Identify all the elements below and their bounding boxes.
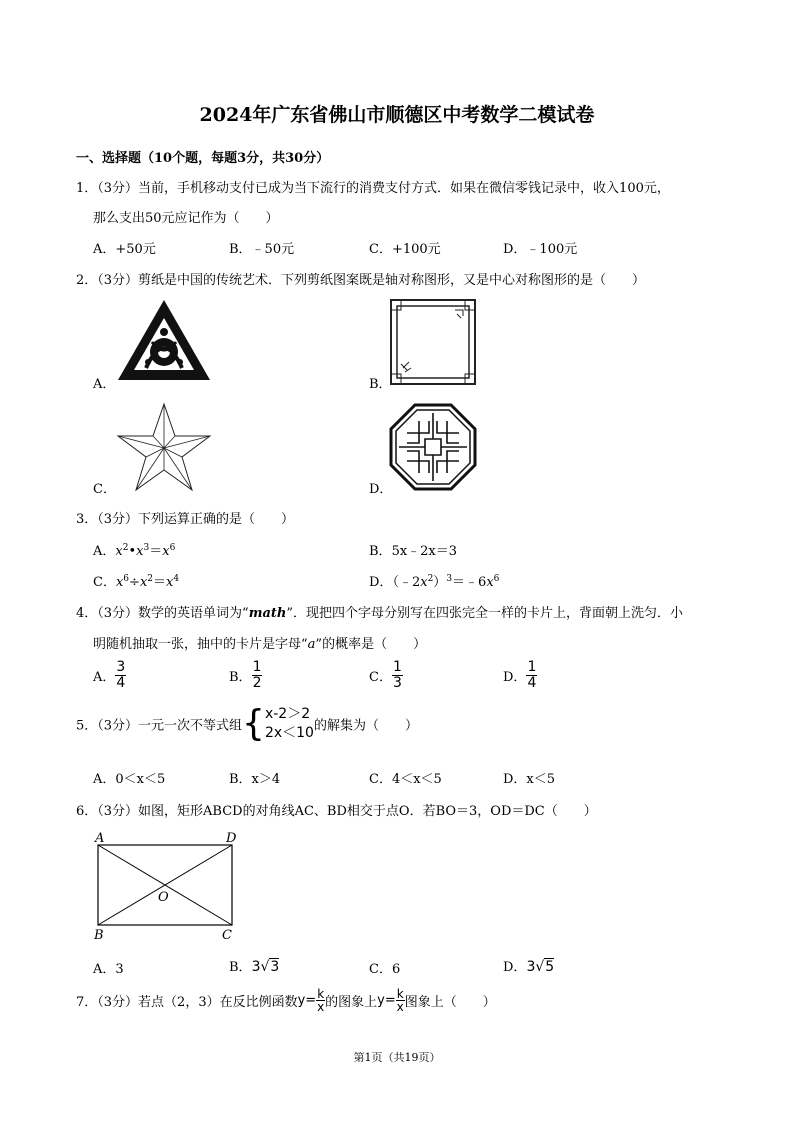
q5-option-a: A．0＜x＜5 — [93, 772, 166, 787]
q2-label-c: C． — [93, 482, 116, 497]
q6-option-a: A．3 — [93, 962, 124, 977]
figure-label-o: O — [158, 890, 169, 905]
q1-option-c: C．+100元 — [369, 242, 441, 257]
page-footer: 第1页（共19页） — [353, 1051, 441, 1064]
q5-option-c: C．4＜x＜5 — [369, 772, 442, 787]
q2-label-d: D． — [369, 482, 393, 497]
page-title: 2024年广东省佛山市顺德区中考数学二模试卷 — [199, 104, 595, 126]
q3-line1: 3．（3分）下列运算正确的是（ ） — [76, 512, 295, 527]
figure-label-c: C — [222, 928, 232, 943]
q4-line2: 明随机抽取一张，抽中的卡片是字母“a”的概率是（ ） — [93, 637, 427, 652]
q4-option-c: C． $\frac{1}{3}$ — [369, 659, 402, 691]
rectangle-abcd-figure — [90, 828, 240, 944]
q4-line1: 4．（3分）数学的英语单词为“math”．现把四个字母分别写在四张完全一样的卡片上，背面朝上洗匀．小 — [76, 606, 683, 621]
q2-label-b: B． — [369, 377, 392, 392]
q6-option-b: B．3√3 — [229, 959, 280, 975]
papercut-octagon-lattice-image — [389, 403, 477, 491]
q5-option-d: D．x＜5 — [503, 772, 556, 787]
figure-label-d: D — [226, 831, 237, 846]
figure-label-a: A — [95, 831, 105, 846]
q3-option-d: D．$(﹣2x^2)^3=﹣6x^6$ — [369, 574, 500, 590]
section-heading: 一、选择题（10个题，每题3分，共30分） — [76, 151, 330, 166]
papercut-star-image — [116, 402, 212, 492]
q2-label-a: A． — [93, 377, 116, 392]
q2-line1: 2．（3分）剪纸是中国的传统艺术．下列剪纸图案既是轴对称图形，又是中心对称图形的是（ ） — [76, 273, 646, 288]
papercut-square-frame-image — [389, 298, 477, 386]
q1-option-b: B．﹣50元 — [229, 242, 295, 257]
q4-option-d: D． $\frac{1}{4}$ — [503, 659, 537, 691]
figure-label-b: B — [94, 928, 104, 943]
q5-option-b: B．x＞4 — [229, 772, 281, 787]
q1-option-a: A．+50元 — [93, 242, 156, 257]
q1-line2: 那么支出50元应记作为（ ） — [93, 211, 279, 226]
papercut-triangle-image — [116, 298, 212, 382]
q1-option-d: D．﹣100元 — [503, 242, 578, 257]
q6-option-c: C．6 — [369, 962, 401, 977]
q4-option-a: A． $\frac{3}{4}$ — [93, 659, 126, 691]
q1-line1: 1．（3分）当前，手机移动支付已成为当下流行的消费支付方式．如果在微信零钱记录中，收入100元， — [76, 181, 670, 196]
q7-line1: 7．（3分）若点（2，3）在反比例函数y= $\frac{k}{x}$ 的图象上y= $\frac{k}{x}$ 图象上（ ） — [76, 987, 496, 1014]
q6-option-d: D．3√5 — [503, 959, 555, 975]
q3-option-a: A．$x^2•x^3=x^6$ — [93, 543, 176, 559]
q3-option-b: B．5x﹣2x＝3 — [369, 544, 458, 559]
q6-line1: 6．（3分）如图，矩形ABCD的对角线AC、BD相交于点O．若BO＝3，OD＝DC（ ） — [76, 804, 597, 819]
q3-option-c: C．$x^6\div x^2=x^4$ — [93, 574, 180, 590]
q5-line1: 5．（3分）一元一次不等式组{ x-2＞2 2x＜10 的解集为（ ） — [76, 703, 418, 744]
q4-option-b: B． $\frac{1}{2}$ — [229, 659, 262, 691]
